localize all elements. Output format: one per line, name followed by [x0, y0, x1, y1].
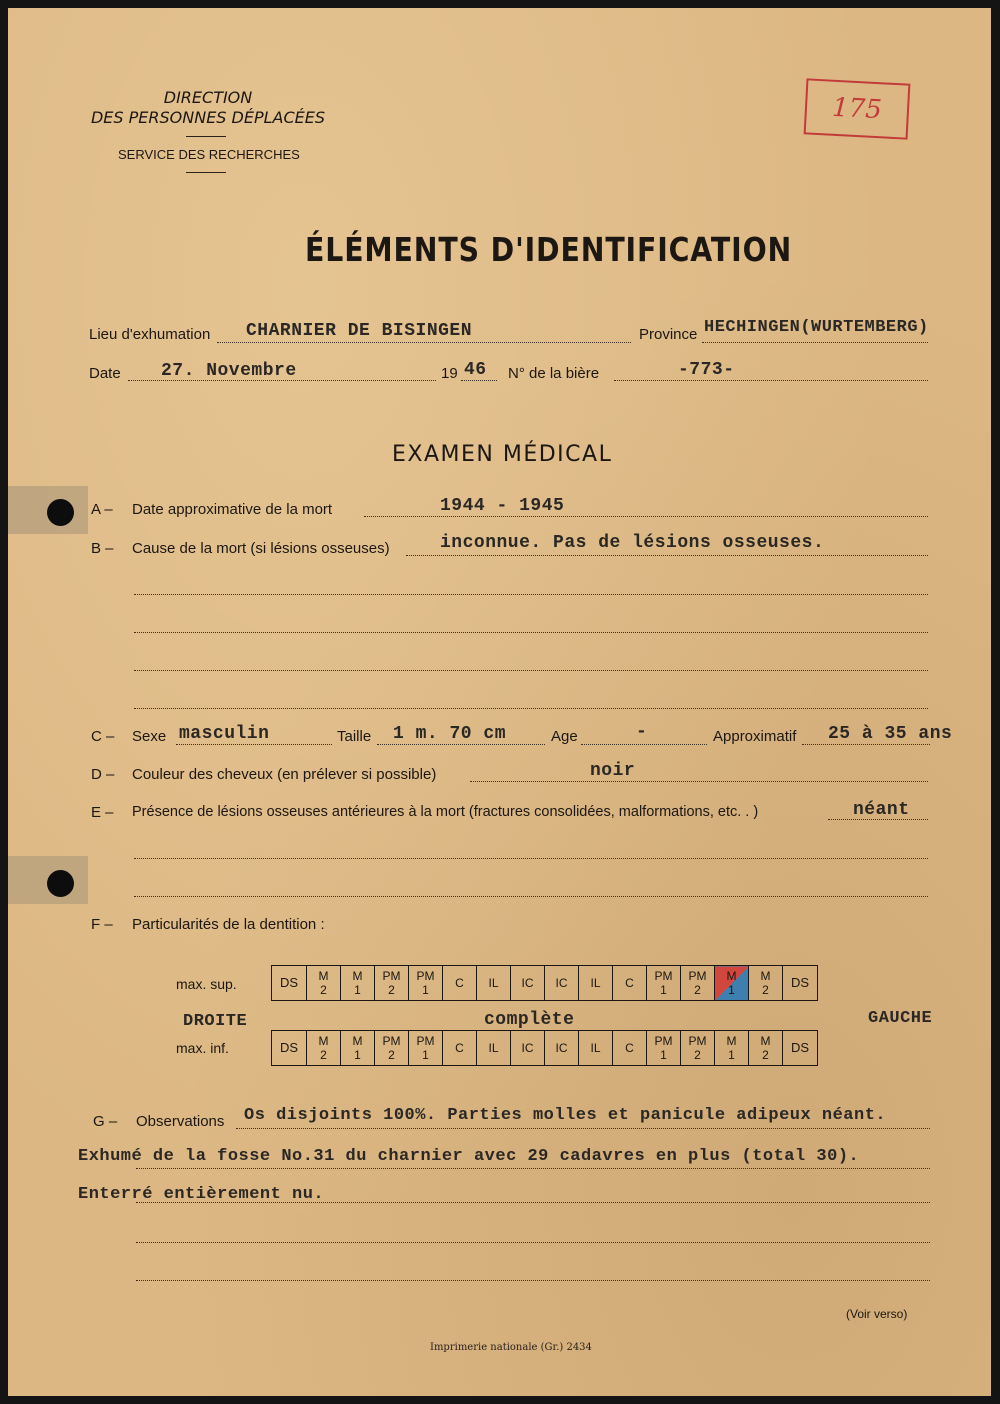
upper-tooth-cell: [613, 966, 647, 1001]
year-prefix: 19: [441, 365, 458, 382]
punch-hole-bottom: [47, 870, 74, 897]
observation-line-1: Os disjoints 100%. Parties molles et panicule adipeux néant.: [244, 1106, 887, 1125]
lieu-value: CHARNIER DE BISINGEN: [246, 321, 473, 341]
item-c-age-label: Age: [551, 728, 578, 745]
item-a-label: Date approximative de la mort: [132, 501, 333, 518]
upper-tooth-cell: [272, 966, 307, 1001]
upper-tooth-cell: [681, 966, 715, 1001]
tooth-code: PM: [416, 1034, 435, 1048]
max-sup-label: max. sup.: [176, 976, 237, 992]
item-f-label: Particularités de la dentition :: [132, 916, 325, 933]
tooth-code: DS: [790, 1040, 810, 1055]
upper-tooth-cell: [715, 966, 749, 1001]
section-title-examen: EXAMEN MÉDICAL: [392, 442, 613, 467]
upper-tooth-cell: [579, 966, 613, 1001]
item-e-label: Présence de lésions osseuses antérieures à la mort (fractures consolidées, malformations, etc. . ): [132, 804, 759, 820]
tooth-code: M: [760, 1034, 771, 1048]
tooth-code: M: [726, 969, 737, 983]
item-e-blank-line-2: [134, 896, 928, 897]
item-a-letter: A –: [91, 501, 113, 518]
upper-tooth-cell: [307, 966, 341, 1001]
item-b-value: inconnue. Pas de lésions osseuses.: [440, 533, 825, 553]
tooth-code: PM: [688, 1034, 707, 1048]
tooth-number: 2: [320, 983, 327, 997]
lower-tooth-cell: [613, 1031, 647, 1066]
observation-line-2: Exhumé de la fosse No.31 du charnier avec 29 cadavres en plus (total 30).: [78, 1147, 860, 1166]
lower-tooth-cell: [409, 1031, 443, 1066]
tooth-number: 2: [762, 1048, 769, 1062]
tooth-code: M: [760, 969, 771, 983]
header-rule-bottom: [186, 172, 226, 173]
tooth-number: 2: [388, 1048, 395, 1062]
item-b-label: Cause de la mort (si lésions osseuses): [132, 540, 390, 557]
tooth-number: 2: [762, 983, 769, 997]
header-direction-line1: DIRECTION: [163, 88, 253, 107]
lower-tooth-cell: [579, 1031, 613, 1066]
item-a-value: 1944 - 1945: [440, 496, 565, 516]
item-b-blank-line-1: [134, 594, 928, 595]
dentition-status-value: complète: [484, 1010, 575, 1030]
item-c-approx-label: Approximatif: [713, 728, 797, 745]
lower-tooth-cell: [511, 1031, 545, 1066]
item-b-blank-line-2: [134, 632, 928, 633]
tooth-code: PM: [688, 969, 707, 983]
printer-footer: Imprimerie nationale (Gr.) 2434: [430, 1342, 592, 1353]
lower-tooth-cell: [681, 1031, 715, 1066]
item-c-sexe-value: masculin: [179, 724, 270, 744]
tooth-number: 1: [660, 983, 667, 997]
observation-blank-line-1: [136, 1242, 930, 1243]
upper-tooth-cell: [409, 966, 443, 1001]
item-c-taille-label: Taille: [337, 728, 372, 745]
tooth-code: M: [318, 1034, 329, 1048]
province-value: HECHINGEN(WURTEMBERG): [704, 318, 929, 337]
tooth-number: 2: [694, 1048, 701, 1062]
tooth-number: 1: [728, 983, 735, 997]
date-label: Date: [89, 365, 121, 382]
tooth-number: 1: [422, 1048, 429, 1062]
page-title: ÉLÉMENTS D'IDENTIFICATION: [305, 230, 793, 269]
voir-verso: (Voir verso): [846, 1307, 908, 1321]
lower-teeth-grid: [271, 1030, 818, 1066]
tooth-code: DS: [279, 975, 299, 990]
upper-tooth-cell: [511, 966, 545, 1001]
upper-tooth-cell: [477, 966, 511, 1001]
biere-label: N° de la bière: [508, 365, 600, 382]
upper-tooth-cell: [545, 966, 579, 1001]
item-e-letter: E –: [91, 804, 114, 821]
upper-tooth-cell: [647, 966, 681, 1001]
tooth-code: IL: [590, 976, 601, 990]
tooth-code: PM: [416, 969, 435, 983]
lower-tooth-cell: [341, 1031, 375, 1066]
file-number-stamp: [804, 78, 911, 139]
upper-tooth-cell: [783, 966, 818, 1001]
tooth-number: 1: [728, 1048, 735, 1062]
upper-tooth-cell: [443, 966, 477, 1001]
tooth-code: IL: [590, 1041, 601, 1055]
tooth-code: DS: [279, 1040, 299, 1055]
year-value: 46: [464, 360, 487, 380]
tooth-code: PM: [654, 969, 673, 983]
province-label: Province: [639, 326, 698, 343]
punch-hole-top: [47, 499, 74, 526]
item-d-letter: D –: [91, 766, 115, 783]
item-c-approx-value: 25 à 35 ans: [828, 724, 953, 744]
tooth-code: C: [455, 976, 464, 990]
tooth-number: 2: [320, 1048, 327, 1062]
lower-tooth-cell: [307, 1031, 341, 1066]
tooth-code: PM: [382, 969, 401, 983]
header-direction-line2: DES PERSONNES DÉPLACÉES: [90, 108, 326, 127]
upper-teeth-grid: [271, 965, 818, 1001]
lower-tooth-cell: [545, 1031, 579, 1066]
tooth-code: IC: [555, 1041, 568, 1055]
item-d-label: Couleur des cheveux (en prélever si possible): [132, 766, 437, 783]
lower-tooth-cell: [272, 1031, 307, 1066]
tooth-number: 2: [388, 983, 395, 997]
item-d-value: noir: [590, 761, 636, 781]
tooth-code: M: [352, 1034, 363, 1048]
tooth-number: 1: [422, 983, 429, 997]
tooth-code: PM: [654, 1034, 673, 1048]
tooth-code: DS: [790, 975, 810, 990]
item-c-letter: C –: [91, 728, 115, 745]
stamp-number: 175: [831, 92, 883, 126]
tooth-number: 2: [694, 983, 701, 997]
tooth-number: 1: [354, 983, 361, 997]
item-f-letter: F –: [91, 916, 113, 933]
tooth-code: C: [625, 976, 634, 990]
item-b-letter: B –: [91, 540, 114, 557]
tooth-code: PM: [382, 1034, 401, 1048]
lower-tooth-cell: [783, 1031, 818, 1066]
item-b-blank-line-3: [134, 670, 928, 671]
observation-blank-line-2: [136, 1280, 930, 1281]
tooth-number: 1: [354, 1048, 361, 1062]
tooth-code: IC: [555, 976, 568, 990]
item-e-blank-line-1: [134, 858, 928, 859]
item-g-label: Observations: [136, 1113, 225, 1130]
item-e-value: néant: [853, 800, 910, 820]
max-inf-label: max. inf.: [176, 1040, 229, 1056]
upper-tooth-cell: [749, 966, 783, 1001]
tooth-code: M: [726, 1034, 737, 1048]
header-rule-top: [186, 136, 226, 137]
tooth-code: IL: [488, 976, 499, 990]
item-b-blank-line-4: [134, 708, 928, 709]
observation-line-3: Enterré entièrement nu.: [78, 1185, 325, 1204]
biere-value: -773-: [678, 360, 735, 380]
upper-tooth-cell: [341, 966, 375, 1001]
lower-tooth-cell: [715, 1031, 749, 1066]
lower-tooth-cell: [443, 1031, 477, 1066]
lieu-label: Lieu d'exhumation: [89, 326, 211, 343]
tooth-code: IC: [521, 1041, 534, 1055]
item-c-taille-value: 1 m. 70 cm: [393, 724, 507, 744]
gauche-label: GAUCHE: [868, 1009, 933, 1028]
tooth-code: C: [625, 1041, 634, 1055]
item-c-sexe-label: Sexe: [132, 728, 167, 745]
droite-label: DROITE: [183, 1012, 248, 1031]
tooth-number: 1: [660, 1048, 667, 1062]
tooth-code: M: [318, 969, 329, 983]
lower-tooth-cell: [647, 1031, 681, 1066]
tooth-code: IL: [488, 1041, 499, 1055]
identification-form: [8, 8, 991, 1396]
tooth-code: C: [455, 1041, 464, 1055]
header-service: SERVICE DES RECHERCHES: [118, 147, 300, 162]
upper-tooth-cell: [375, 966, 409, 1001]
date-value: 27. Novembre: [161, 361, 297, 381]
item-c-age-value: -: [636, 722, 648, 742]
tooth-code: IC: [521, 976, 534, 990]
lower-tooth-cell: [375, 1031, 409, 1066]
lower-tooth-cell: [749, 1031, 783, 1066]
lower-tooth-cell: [477, 1031, 511, 1066]
item-g-letter: G –: [93, 1113, 118, 1130]
tooth-code: M: [352, 969, 363, 983]
